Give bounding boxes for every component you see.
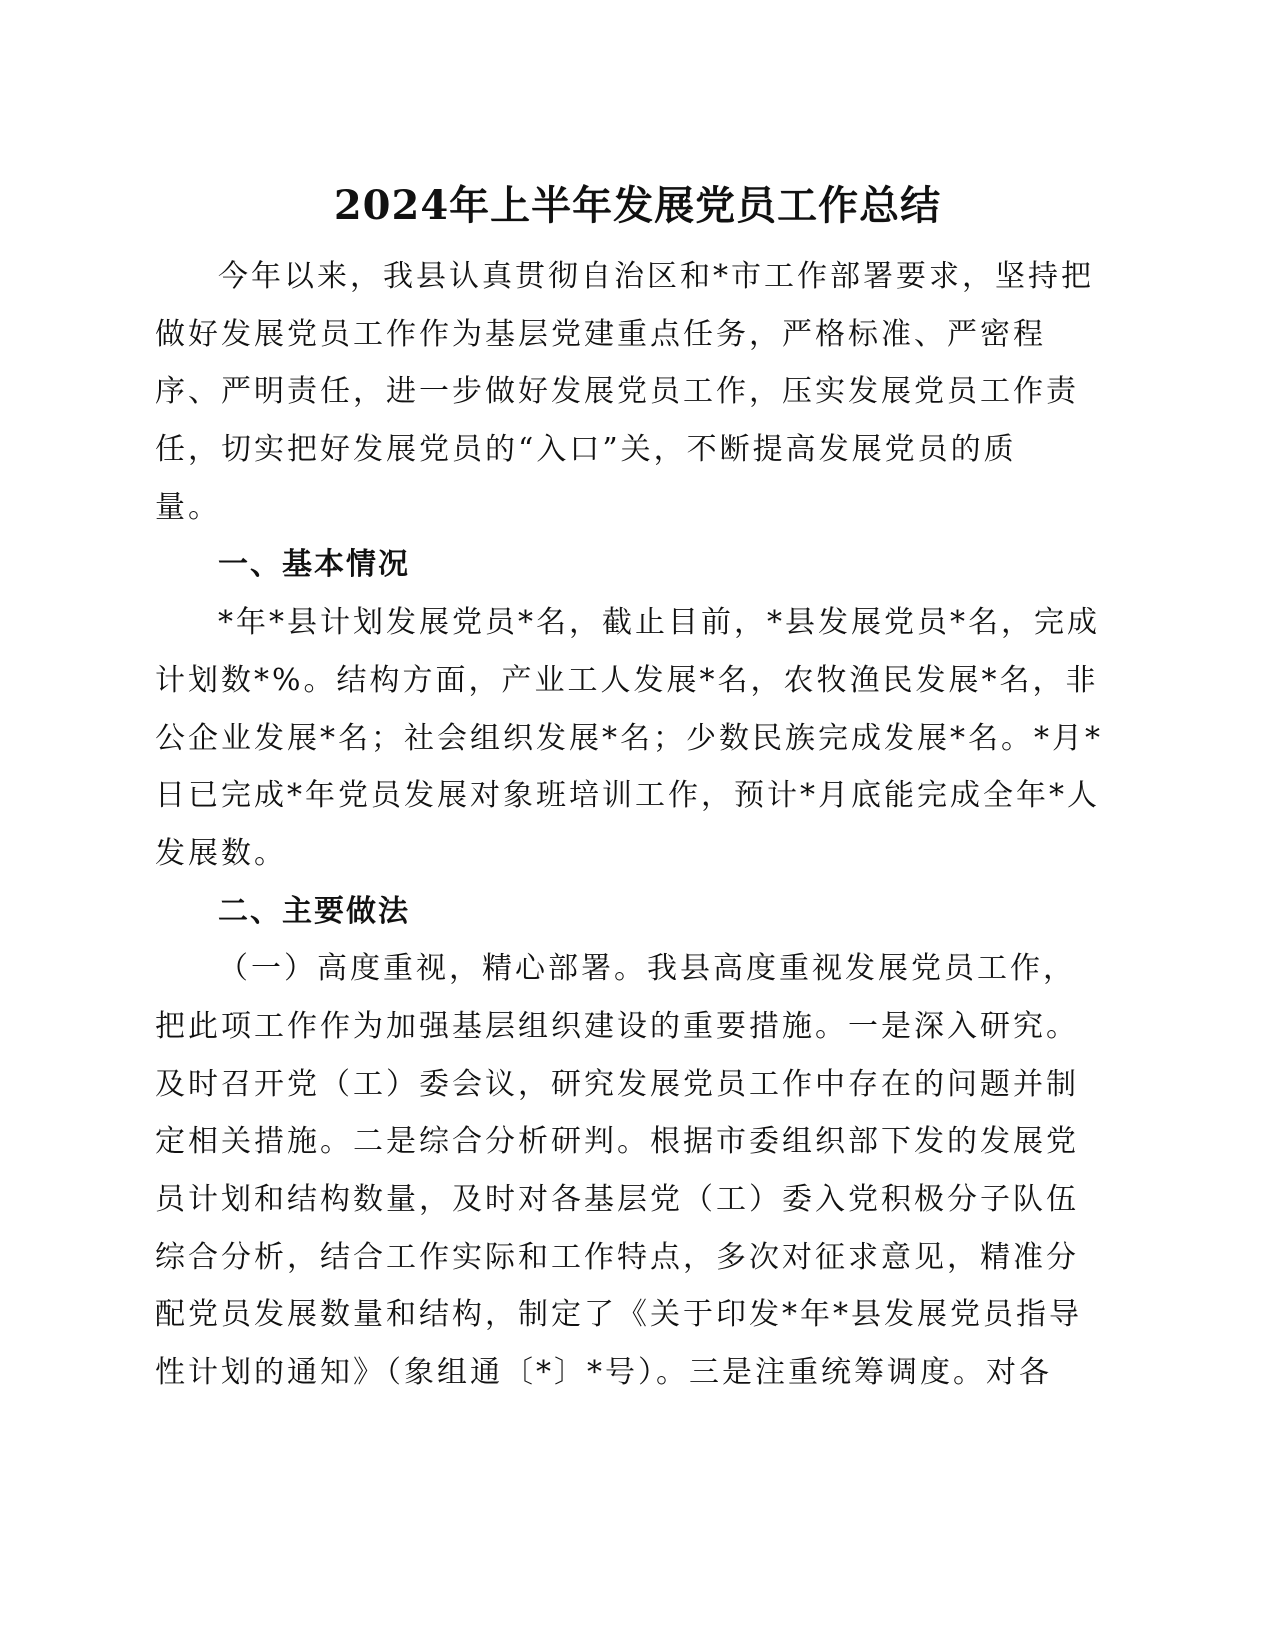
paragraph-line: *年*县计划发展党员*名，截止目前，*县发展党员*名，完成 bbox=[218, 605, 1100, 641]
paragraph-line: 量。 bbox=[155, 489, 221, 525]
paragraph-line: 及时召开党（工）委会议，研究发展党员工作中存在的问题并制 bbox=[155, 1066, 1079, 1102]
paragraph-line: 综合分析，结合工作实际和工作特点，多次对征求意见，精准分 bbox=[155, 1239, 1079, 1275]
document-title: 2024年上半年发展党员工作总结 bbox=[333, 182, 942, 229]
paragraph-line: 任，切实把好发展党员的“入口”关，不断提高发展党员的质 bbox=[155, 432, 1017, 468]
paragraph-line: 员计划和结构数量，及时对各基层党（工）委入党积极分子队伍 bbox=[155, 1182, 1079, 1217]
paragraph-line: 把此项工作作为加强基层组织建设的重要措施。一是深入研究。 bbox=[155, 1008, 1079, 1044]
document-body bbox=[155, 248, 1103, 1402]
section-heading-main-practices: 二、主要做法 bbox=[218, 893, 410, 929]
paragraph-line: （一）高度重视，精心部署。我县高度重视发展党员工作， bbox=[218, 951, 1076, 987]
intro-paragraph bbox=[155, 248, 1100, 536]
paragraph-line: 今年以来，我县认真贯彻自治区和*市工作部署要求，坚持把 bbox=[218, 259, 1094, 294]
section-heading-basic-situation: 一、基本情况 bbox=[218, 547, 410, 583]
paragraph-line: 性计划的通知》（象组通〔*〕*号）。三是注重统筹调度。对各 bbox=[155, 1355, 1052, 1391]
paragraph-line: 配党员发展数量和结构，制定了《关于印发*年*县发展党员指导 bbox=[155, 1297, 1082, 1333]
paragraph-line: 计划数*%。结构方面，产业工人发展*名，农牧渔民发展*名，非 bbox=[155, 662, 1099, 698]
paragraph-line: 发展数。 bbox=[155, 835, 287, 871]
main-practices-paragraph bbox=[155, 940, 1100, 1402]
basic-situation-paragraph bbox=[155, 594, 1103, 882]
paragraph-line: 序、严明责任，进一步做好发展党员工作，压实发展党员工作责 bbox=[155, 374, 1079, 410]
paragraph-line: 做好发展党员工作作为基层党建重点任务，严格标准、严密程 bbox=[155, 316, 1046, 352]
paragraph-line: 定相关措施。二是综合分析研判。根据市委组织部下发的发展党 bbox=[155, 1124, 1079, 1160]
paragraph-line: 日已完成*年党员发展对象班培训工作，预计*月底能完成全年*人 bbox=[155, 778, 1100, 814]
paragraph-line: 公企业发展*名；社会组织发展*名；少数民族完成发展*名。*月* bbox=[155, 720, 1103, 756]
